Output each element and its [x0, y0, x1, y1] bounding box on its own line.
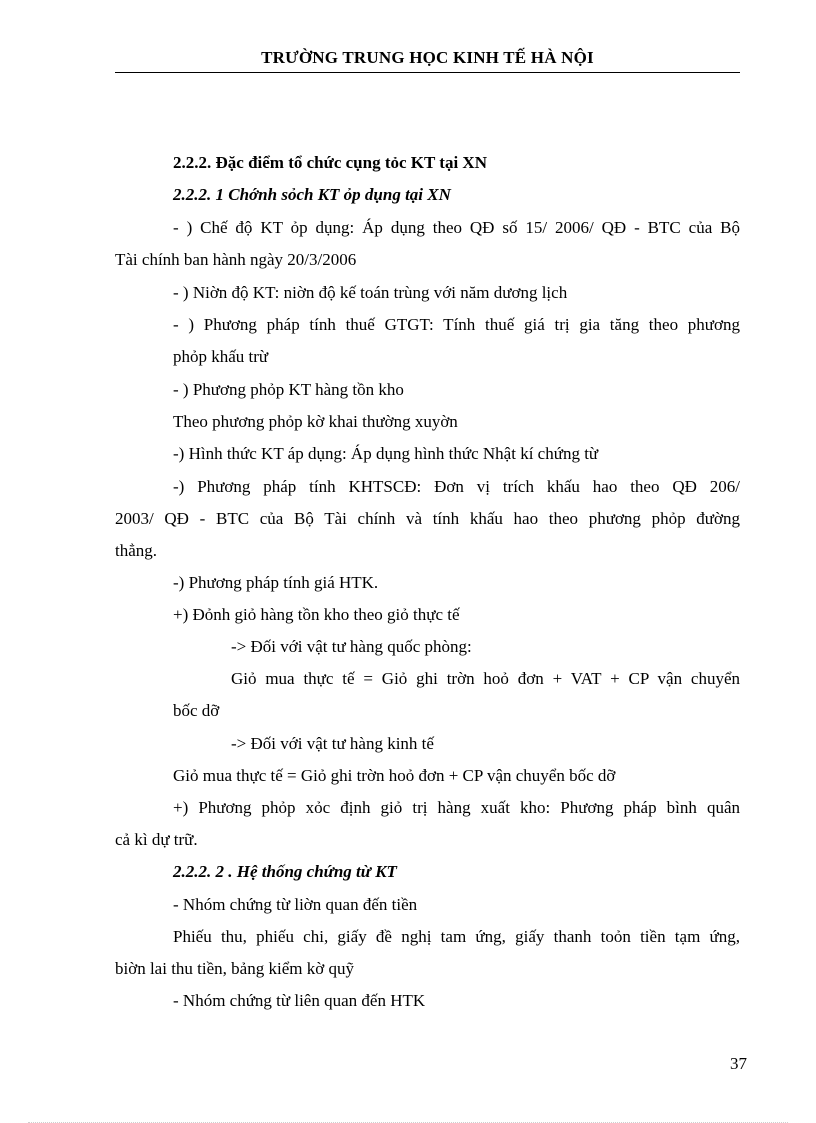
paragraph-line: bốc dỡ: [173, 701, 220, 720]
paragraph-line: -> Đối với vật tư hàng quốc phòng:: [231, 637, 472, 656]
section-heading-2-2-2: 2.2.2. Đặc điểm tổ chức cụng tỏc KT tại XN: [173, 153, 487, 172]
paragraph-line: Giỏ mua thực tế = Giỏ ghi trờn hoỏ đơn + VAT + CP vận chuyển: [231, 669, 740, 688]
paragraph-line: -) Hình thức KT áp dụng: Áp dụng hình thức Nhật kí chứng từ: [173, 444, 599, 463]
page-header-title: TRƯỜNG TRUNG HỌC KINH TẾ HÀ NỘI: [261, 48, 594, 67]
paragraph-line: Giỏ mua thực tế = Giỏ ghi trờn hoỏ đơn + CP vận chuyển bốc dỡ: [173, 766, 616, 785]
subsection-heading-2-2-2-2: 2.2.2. 2 . Hệ thống chứng từ KT: [173, 862, 397, 881]
paragraph-line: - ) Chế độ KT ỏp dụng: Áp dụng theo QĐ số 15/ 2006/ QĐ - BTC của Bộ: [173, 218, 740, 237]
paragraph-line: phỏp khấu trừ: [173, 347, 269, 366]
subsection-heading-2-2-2-1: 2.2.2. 1 Chớnh sỏch KT ỏp dụng tại XN: [173, 185, 451, 204]
paragraph-line: biờn lai thu tiền, bảng kiểm kờ quỹ: [115, 959, 354, 978]
paragraph-line: - ) Phương phỏp KT hàng tồn kho: [173, 380, 404, 399]
paragraph-line: +) Phương phỏp xỏc định giỏ trị hàng xuất kho: Phương pháp bình quân: [173, 798, 740, 817]
paragraph-line: thẳng.: [115, 541, 158, 560]
paragraph-line: Theo phương phỏp kờ khai thường xuyờn: [173, 412, 458, 431]
paragraph-line: Tài chính ban hành ngày 20/3/2006: [115, 250, 357, 269]
paragraph-line: -> Đối với vật tư hàng kinh tế: [231, 734, 434, 753]
page-number: 37: [730, 1054, 747, 1073]
paragraph-line: +) Đỏnh giỏ hàng tồn kho theo giỏ thực tế: [173, 605, 460, 624]
paragraph-line: Phiếu thu, phiếu chi, giấy đề nghị tam ứng, giấy thanh toỏn tiền tạm ứng,: [173, 927, 740, 946]
paragraph-line: - Nhóm chứng từ liên quan đến HTK: [173, 991, 426, 1010]
paragraph-line: - ) Niờn độ KT: niờn độ kế toán trùng với năm dương lịch: [173, 283, 568, 302]
paragraph-line: - Nhóm chứng từ liờn quan đến tiền: [173, 895, 418, 914]
paragraph-line: - ) Phương pháp tính thuế GTGT: Tính thuế giá trị gia tăng theo phương: [173, 315, 740, 334]
paragraph-line: -) Phương pháp tính giá HTK.: [173, 573, 379, 592]
paragraph-line: -) Phương pháp tính KHTSCĐ: Đơn vị trích khấu hao theo QĐ 206/: [173, 477, 740, 496]
header-rule: [115, 72, 740, 73]
paragraph-line: 2003/ QĐ - BTC của Bộ Tài chính và tính khấu hao theo phương phỏp đường: [115, 509, 740, 528]
paragraph-line: cả kì dự trữ.: [115, 830, 198, 849]
